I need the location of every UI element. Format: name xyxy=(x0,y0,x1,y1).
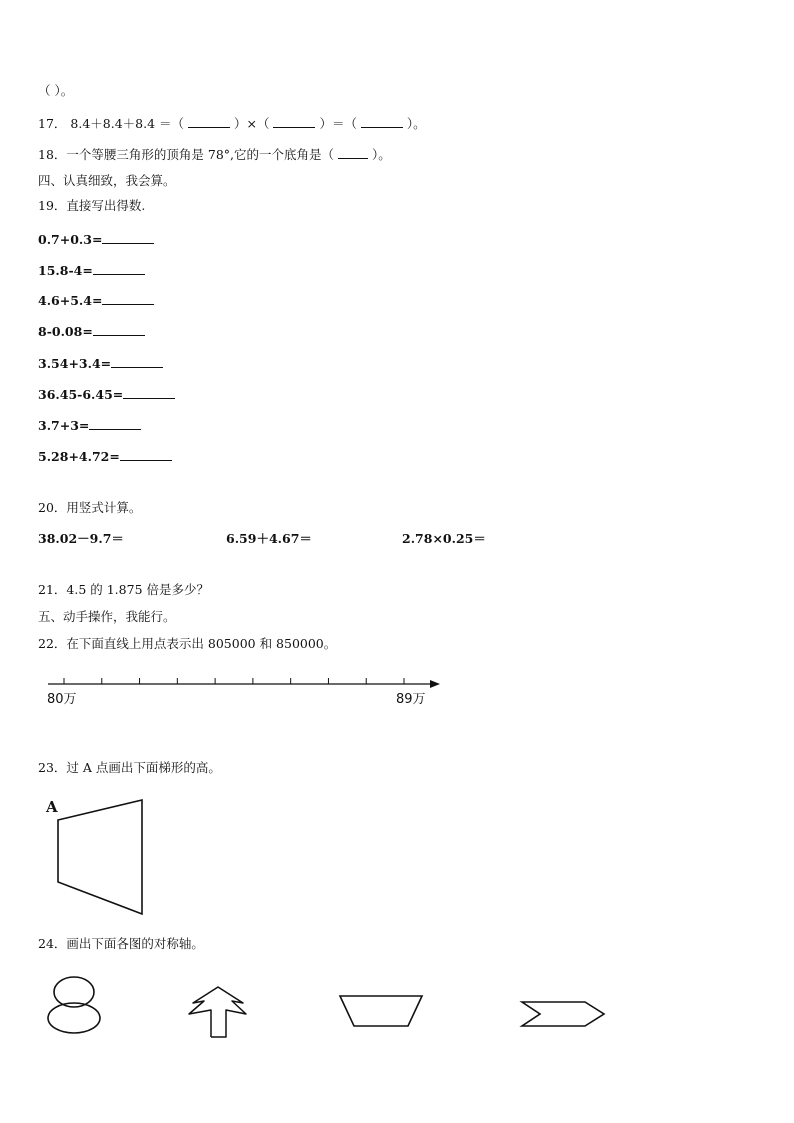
q20-title: 20．用竖式计算。 xyxy=(38,500,142,515)
q19-answer-1[interactable] xyxy=(102,231,154,244)
q19-item-2 xyxy=(38,262,145,279)
trapezoid-figure[interactable] xyxy=(30,790,190,930)
q19-expr-3: 4.6+5.4= xyxy=(38,293,103,308)
q19-expr-2: 15.8-4= xyxy=(38,263,93,278)
q19-expr-6: 36.45-6.45= xyxy=(38,387,124,402)
q17-expression: 8.4＋8.4＋8.4 ＝（ xyxy=(70,116,185,131)
q17-blank-2[interactable] xyxy=(273,115,315,128)
q16-tail: （ ）。 xyxy=(38,83,74,98)
q18-blank[interactable] xyxy=(338,146,368,159)
q19-item-5 xyxy=(38,355,163,372)
q17-times: ）×（ xyxy=(233,116,270,131)
q20-item-3: 2.78×0.25＝ xyxy=(402,531,486,546)
q19-answer-5[interactable] xyxy=(111,355,163,368)
q17-equals: ）＝（ xyxy=(319,116,357,131)
symmetry-figures[interactable] xyxy=(0,965,794,1055)
chevron-arrow-figure xyxy=(522,1002,604,1026)
q19-expr-7: 3.7+3= xyxy=(38,418,90,433)
number-line-arrowhead xyxy=(430,680,440,688)
q18-text: 18．一个等腰三角形的顶角是 78°,它的一个底角是（ xyxy=(38,147,335,162)
q19-title: 19．直接写出得数. xyxy=(38,198,146,213)
q19-item-4 xyxy=(38,323,145,340)
figure-eight xyxy=(48,977,100,1033)
q19-answer-4[interactable] xyxy=(93,323,145,336)
q19-item-7 xyxy=(38,417,141,434)
q19-item-3 xyxy=(38,292,154,309)
q22-title: 22．在下面直线上用点表示出 805000 和 850000。 xyxy=(38,636,337,651)
q20-item-2: 6.59＋4.67＝ xyxy=(226,531,312,546)
q19-expr-1: 0.7+0.3= xyxy=(38,232,103,247)
section-4-heading: 四、认真细致，我会算。 xyxy=(38,173,176,188)
q19-item-1 xyxy=(38,231,154,248)
q19-expr-8: 5.28+4.72= xyxy=(38,449,120,464)
q19-expr-5: 3.54+3.4= xyxy=(38,356,112,371)
number-line-end-label: 89万 xyxy=(396,692,426,707)
q19-answer-8[interactable] xyxy=(120,448,172,461)
trapezoid xyxy=(58,800,142,914)
point-a-label: A xyxy=(46,798,58,816)
trapezoid-small-figure xyxy=(340,996,422,1026)
q18-end: ）。 xyxy=(371,147,391,162)
number-line-ticks xyxy=(64,678,404,684)
q19-item-8 xyxy=(38,448,172,465)
q19-answer-7[interactable] xyxy=(89,417,141,430)
q17-number: 17． xyxy=(38,116,67,131)
q17-blank-1[interactable] xyxy=(188,115,230,128)
tree-arrow-figure xyxy=(189,987,246,1037)
q21: 21．4.5 的 1.875 倍是多少？ xyxy=(38,582,209,597)
q24-title: 24．画出下面各图的对称轴。 xyxy=(38,936,204,951)
q20-item-1: 38.02－9.7＝ xyxy=(38,531,124,546)
q19-item-6 xyxy=(38,386,175,403)
q18 xyxy=(38,146,391,163)
section-5-heading: 五、动手操作，我能行。 xyxy=(38,609,176,624)
number-line-start-label: 80万 xyxy=(47,692,77,707)
q19-expr-4: 8-0.08= xyxy=(38,324,93,339)
q17-end: ）。 xyxy=(406,116,426,131)
q19-answer-3[interactable] xyxy=(102,292,154,305)
q19-answer-2[interactable] xyxy=(93,262,145,275)
q19-answer-6[interactable] xyxy=(123,386,175,399)
q17 xyxy=(38,115,426,132)
number-line[interactable] xyxy=(0,670,794,730)
q23-title: 23．过 A 点画出下面梯形的高。 xyxy=(38,760,221,775)
q17-blank-3[interactable] xyxy=(361,115,403,128)
